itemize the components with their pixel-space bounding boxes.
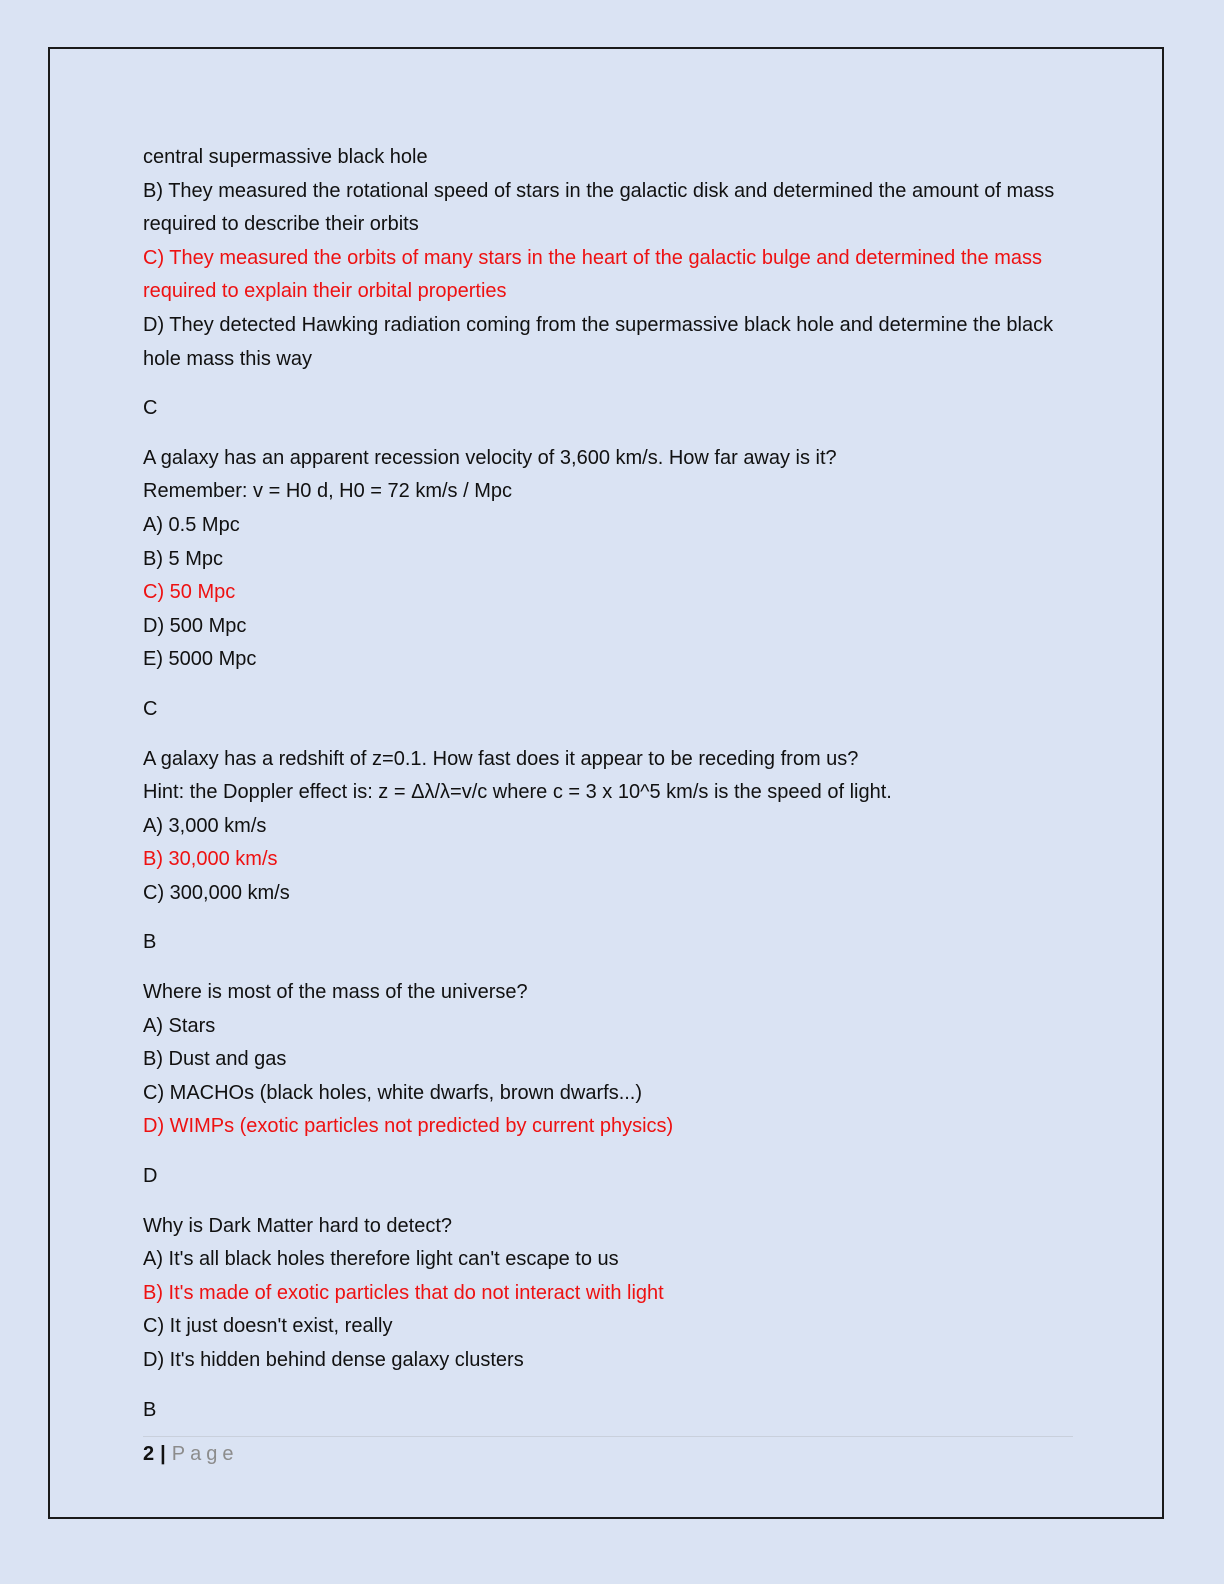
option-d: D) They detected Hawking radiation coming from the supermassive black hole and determine the black hole mass this way [143, 313, 1054, 370]
option-a-continued: central supermassive black hole [143, 146, 428, 168]
answer-block-1 [143, 392, 1078, 426]
answer-block-3 [143, 926, 1078, 960]
question-text: Where is most of the mass of the universe? [143, 981, 528, 1004]
question-block-2 [143, 442, 1078, 677]
option-a: A) 0.5 Mpc [143, 513, 240, 536]
page-label: Page [171, 1443, 239, 1465]
option-b-correct: B) 30,000 km/s [143, 848, 278, 871]
option-c: C) MACHOs (black holes, white dwarfs, brown dwarfs...) [143, 1081, 643, 1104]
answer-key: C [143, 397, 158, 420]
option-a: A) 3,000 km/s [143, 814, 267, 837]
answer-key: C [143, 697, 158, 720]
answer-key: B [143, 931, 157, 954]
answer-block-5 [143, 1394, 1078, 1428]
footer-separator: | [160, 1443, 166, 1465]
page-number: 2 [143, 1443, 155, 1465]
option-c: C) 300,000 km/s [143, 881, 290, 904]
option-b: B) 5 Mpc [143, 547, 224, 570]
option-b-correct: B) It's made of exotic particles that do not interact with light [143, 1281, 664, 1304]
answer-block-2 [143, 693, 1078, 727]
option-c: C) It just doesn't exist, really [143, 1315, 393, 1338]
option-d-correct: D) WIMPs (exotic particles not predicted by current physics) [143, 1115, 674, 1138]
page-footer [143, 1441, 238, 1467]
option-d: D) It's hidden behind dense galaxy clusters [143, 1349, 524, 1371]
answer-key: D [143, 1165, 158, 1188]
question-hint: Hint: the Doppler effect is: z = Δλ/λ=v/c where c = 3 x 10^5 km/s is the speed of light. [143, 781, 892, 804]
question-block-4 [143, 976, 1078, 1144]
question-text: A galaxy has an apparent recession velocity of 3,600 km/s. How far away is it? [143, 446, 837, 469]
option-c-correct: C) 50 Mpc [143, 581, 236, 604]
answer-block-4 [143, 1160, 1078, 1194]
document-body [143, 141, 1078, 1443]
option-a: A) Stars [143, 1014, 216, 1037]
option-b: B) They measured the rotational speed of stars in the galactic disk and determined the amount of mass required to describe their orbits [143, 179, 1055, 236]
option-e: E) 5000 Mpc [143, 648, 257, 671]
option-c-correct: C) They measured the orbits of many stars in the heart of the galactic bulge and determined the mass required to explain their orbital properties [143, 246, 1042, 303]
footer-divider [143, 1436, 1073, 1437]
option-b: B) Dust and gas [143, 1048, 287, 1071]
question-hint: Remember: v = H0 d, H0 = 72 km/s / Mpc [143, 480, 513, 503]
option-a: A) It's all black holes therefore light can't escape to us [143, 1248, 619, 1271]
question-text: A galaxy has a redshift of z=0.1. How fast does it appear to be receding from us? [143, 747, 859, 770]
question-block-5 [143, 1210, 1078, 1378]
question-block-1 [143, 141, 1078, 376]
option-d: D) 500 Mpc [143, 614, 247, 637]
answer-key: B [143, 1398, 157, 1421]
question-block-3 [143, 743, 1078, 911]
question-text: Why is Dark Matter hard to detect? [143, 1214, 453, 1237]
